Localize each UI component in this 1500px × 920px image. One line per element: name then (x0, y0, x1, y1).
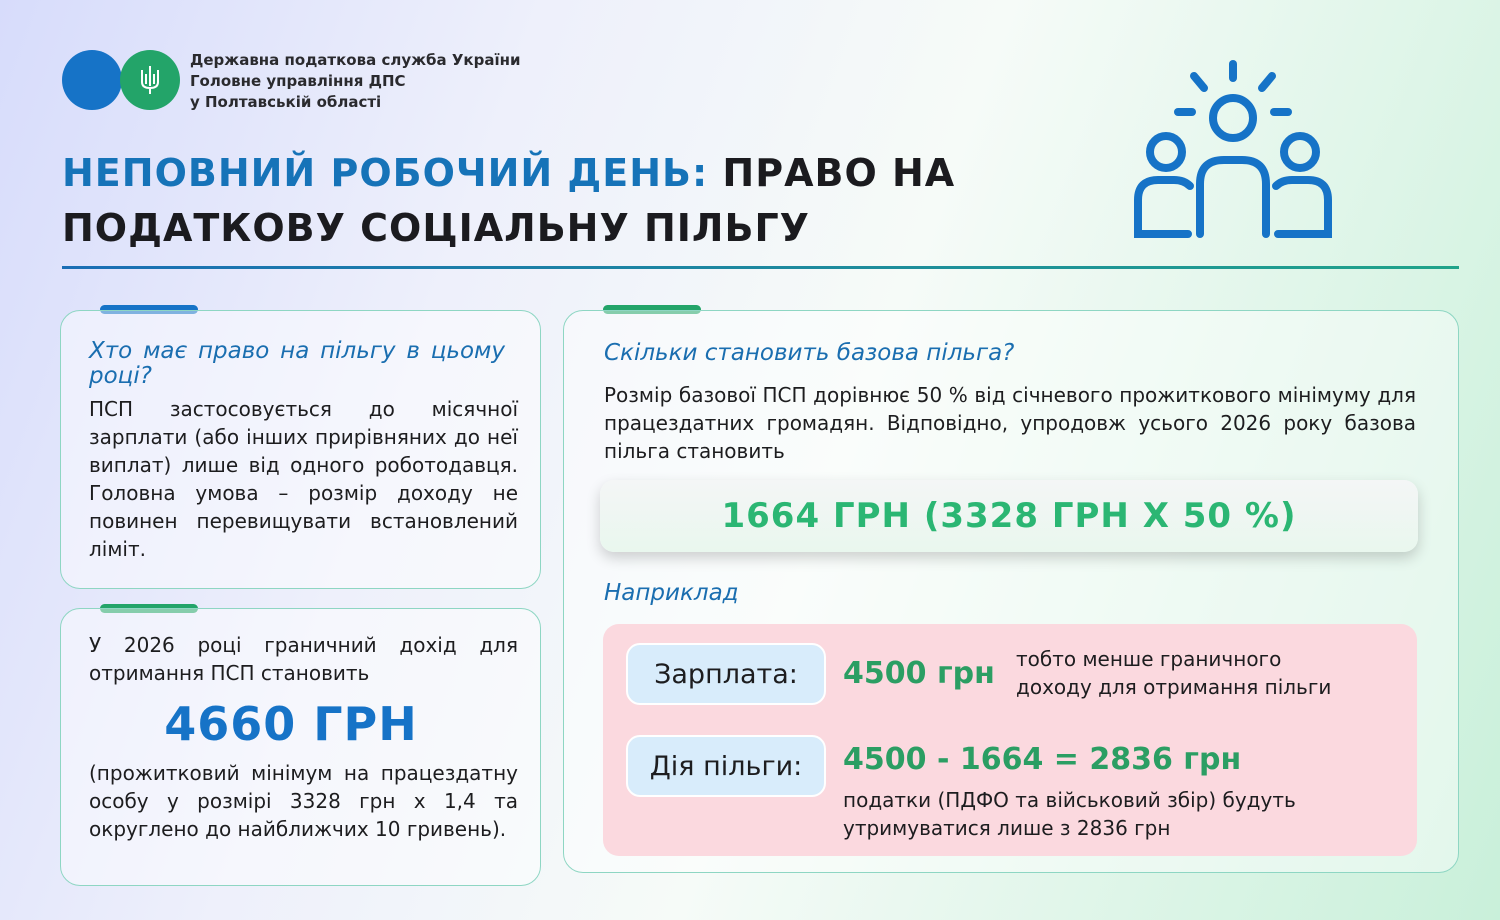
trident-icon (139, 64, 161, 96)
effect-note-line-2: утримуватися лише з 2836 грн (843, 816, 1171, 840)
logo (62, 50, 180, 110)
logo-blue-circle (62, 50, 122, 110)
title-line-2: ПОДАТКОВУ СОЦІАЛЬНУ ПІЛЬГУ (62, 206, 810, 250)
salary-value: 4500 грн (843, 656, 995, 691)
effect-note (843, 786, 1403, 842)
limit-text-2: (прожитковий мінімум на працездатну особу у розмірі 3328 грн х 1,4 та округлено до найближчих 10 гривень). (89, 761, 518, 841)
org-line-3: у Полтавській області (190, 93, 382, 111)
benefit-amount-highlight: 1664 ГРН (3328 ГРН Х 50 %) (600, 480, 1418, 552)
eligibility-question: Хто має право на пільгу в цьому році? (89, 338, 505, 389)
org-name (190, 50, 520, 113)
salary-note-line-1: тобто менше граничного (1016, 647, 1282, 671)
limit-text-1: У 2026 році граничний дохід для отримання ПСП становить (89, 633, 518, 685)
salary-note (1016, 645, 1406, 701)
page-title (62, 146, 955, 256)
org-line-2: Головне управління ДПС (190, 72, 406, 90)
salary-note-line-2: доходу для отримання пільги (1016, 675, 1332, 699)
limit-amount: 4660 ГРН (164, 697, 418, 751)
people-group-icon (1128, 56, 1338, 246)
base-benefit-question: Скільки становить базова пільга? (604, 340, 1015, 366)
limit-card (60, 608, 541, 886)
title-highlight: НЕПОВНИЙ РОБОЧИЙ ДЕНЬ: (62, 151, 709, 195)
logo-green-circle (120, 50, 180, 110)
base-benefit-text: Розмір базової ПСП дорівнює 50 % від січневого прожиткового мінімуму для працездатних громадян. Відповідно, упродовж усього 2026 року базова пільга становить (604, 383, 1416, 463)
effect-note-line-1: податки (ПДФО та військовий збір) будуть (843, 788, 1296, 812)
eligibility-text: ПСП застосовується до місячної зарплати (або інших прирівняних до неї виплат) лише від одного роботодавця. Головна умова – розмір доходу не повинен перевищувати встановлений ліміт. (89, 397, 518, 561)
effect-label: Дія пільги: (626, 735, 826, 797)
header-divider (62, 266, 1459, 269)
title-rest: ПРАВО НА (708, 151, 956, 195)
eligibility-card (60, 310, 541, 589)
example-label: Наприклад (604, 580, 739, 606)
salary-label: Зарплата: (626, 643, 826, 705)
org-line-1: Державна податкова служба України (190, 51, 521, 69)
effect-value: 4500 - 1664 = 2836 грн (843, 742, 1242, 777)
